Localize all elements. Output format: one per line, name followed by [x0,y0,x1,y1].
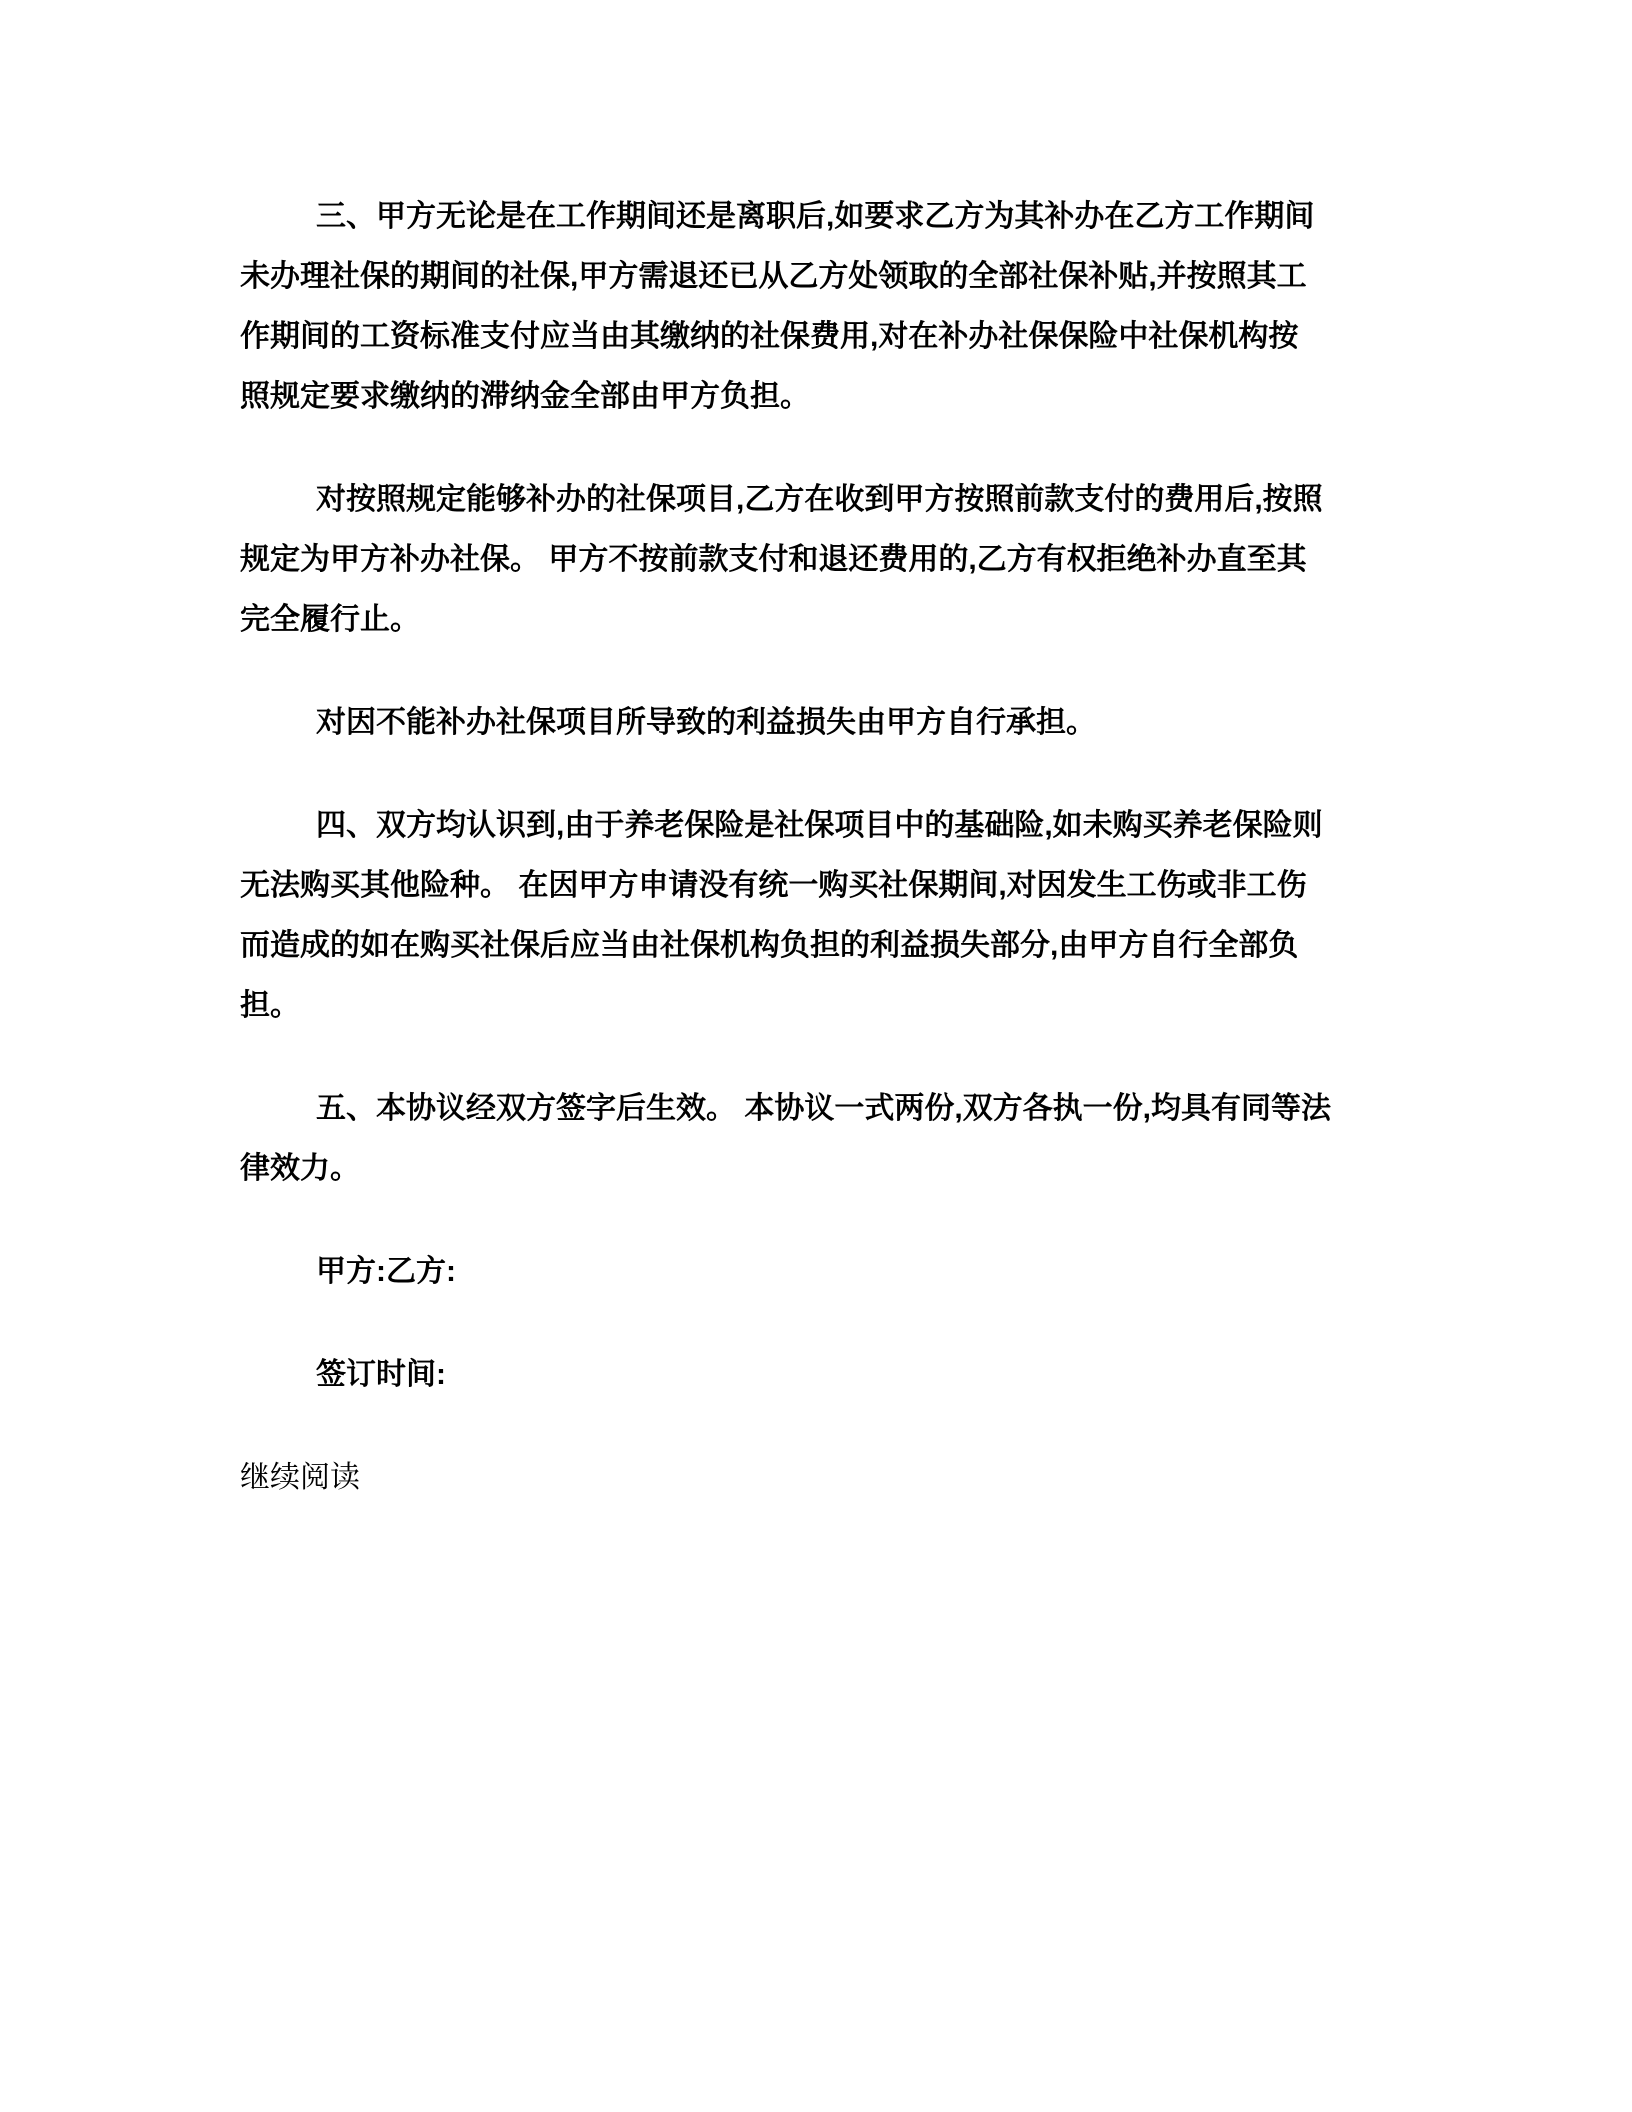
paragraph-line: 规定为甲方补办社保。 甲方不按前款支付和退还费用的,乙方有权拒绝补办直至其 [240,543,1307,576]
paragraph-line: 签订时间: [316,1358,446,1391]
paragraph-line: 甲方:乙方: [316,1255,456,1288]
paragraph-line: 而造成的如在购买社保后应当由社保机构负担的利益损失部分,由甲方自行全部负 [240,929,1299,962]
paragraph [240,796,1382,1036]
paragraph [240,1345,1382,1405]
paragraph [240,693,1382,753]
paragraph-line: 五、本协议经双方签字后生效。 本协议一式两份,双方各执一份,均具有同等法 [316,1092,1332,1125]
document-body [240,187,1382,1405]
paragraph-line: 无法购买其他险种。 在因甲方申请没有统一购买社保期间,对因发生工伤或非工伤 [240,869,1307,902]
paragraph-line: 对按照规定能够补办的社保项目,乙方在收到甲方按照前款支付的费用后,按照 [316,483,1323,516]
paragraph-line: 担。 [240,989,300,1022]
paragraph-line: 三、甲方无论是在工作期间还是离职后,如要求乙方为其补办在乙方工作期间 [316,200,1315,233]
paragraph [240,187,1382,427]
paragraph-line: 对因不能补办社保项目所导致的利益损失由甲方自行承担。 [316,706,1096,739]
continue-reading-link[interactable]: 继续阅读 [240,1461,360,1494]
paragraph-line: 未办理社保的期间的社保,甲方需退还已从乙方处领取的全部社保补贴,并按照其工 [240,260,1307,293]
paragraph-line: 四、双方均认识到,由于养老保险是社保项目中的基础险,如未购买养老保险则 [316,809,1323,842]
paragraph [240,470,1382,650]
paragraph [240,1079,1382,1199]
paragraph [240,1242,1382,1302]
paragraph-line: 作期间的工资标准支付应当由其缴纳的社保费用,对在补办社保保险中社保机构按 [240,320,1299,353]
paragraph-line: 完全履行止。 [240,603,420,636]
paragraph-line: 照规定要求缴纳的滞纳金全部由甲方负担。 [240,380,810,413]
paragraph-line: 律效力。 [240,1152,360,1185]
